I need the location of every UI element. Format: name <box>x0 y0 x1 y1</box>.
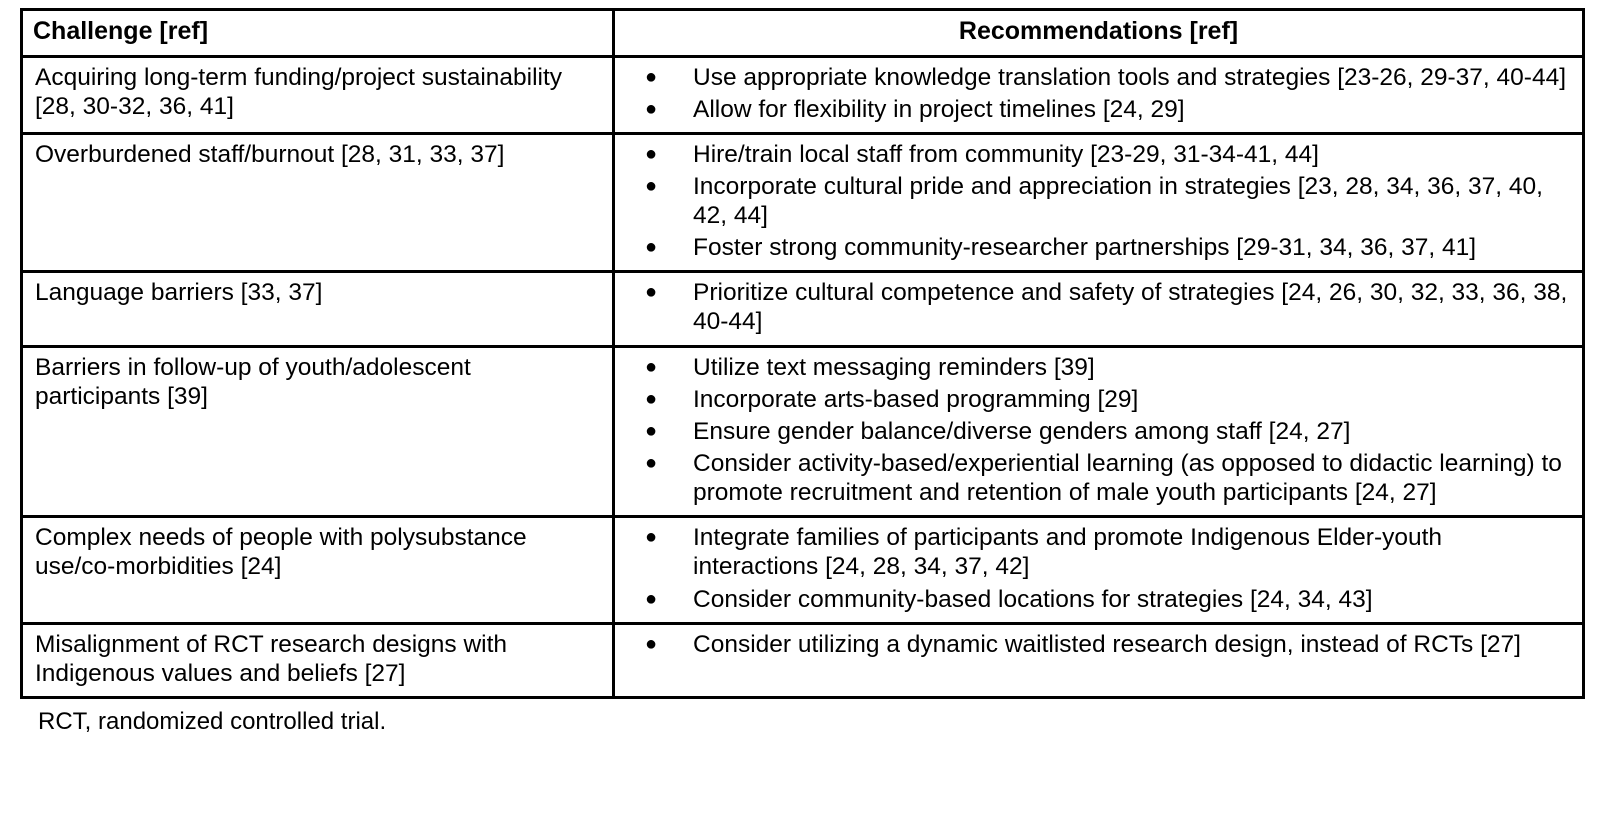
recommendation-text: Consider utilizing a dynamic waitlisted research design, instead of RCTs [27] <box>693 630 1521 658</box>
recommendation-list <box>621 523 1568 613</box>
recommendation-item <box>621 172 1568 230</box>
recommendation-item <box>621 140 1568 169</box>
recommendation-text: Utilize text messaging reminders [39] <box>693 353 1095 381</box>
bullet-icon: ● <box>645 97 658 120</box>
table-row <box>22 346 1584 517</box>
bullet-icon: ● <box>645 174 658 197</box>
recommendation-text: Allow for flexibility in project timelines [24, 29] <box>693 95 1185 123</box>
recommendations-cell <box>614 517 1584 623</box>
bullet-icon: ● <box>645 236 658 259</box>
column-header-recommendations: Recommendations [ref] <box>614 10 1584 57</box>
table-body <box>22 56 1584 698</box>
recommendation-item <box>621 353 1568 382</box>
recommendation-list <box>621 63 1568 124</box>
bullet-icon: ● <box>645 142 658 165</box>
recommendation-item <box>621 385 1568 414</box>
bullet-icon: ● <box>645 587 658 610</box>
challenge-cell: Complex needs of people with polysubstance use/co-morbidities [24] <box>22 517 614 623</box>
table-header-row <box>22 10 1584 57</box>
recommendation-item <box>621 585 1568 614</box>
bullet-icon: ● <box>645 65 658 88</box>
recommendation-item <box>621 630 1568 659</box>
recommendation-item <box>621 523 1568 581</box>
recommendation-item <box>621 417 1568 446</box>
table-header <box>22 10 1584 57</box>
table-row <box>22 56 1584 133</box>
recommendation-item <box>621 63 1568 92</box>
bullet-icon: ● <box>645 281 658 304</box>
recommendation-text: Consider activity-based/experiential learning (as opposed to didactic learning) to promote recruitment and retention of male youth participants [24, 27] <box>693 450 1562 507</box>
table-row <box>22 517 1584 623</box>
bullet-icon: ● <box>645 526 658 549</box>
recommendation-text: Hire/train local staff from community [23-29, 31-34-41, 44] <box>693 140 1319 168</box>
challenge-cell: Overburdened staff/burnout [28, 31, 33, 37] <box>22 133 614 272</box>
recommendation-item <box>621 233 1568 262</box>
recommendations-cell <box>614 346 1584 517</box>
challenge-cell: Barriers in follow-up of youth/adolescent participants [39] <box>22 346 614 517</box>
bullet-icon: ● <box>645 387 658 410</box>
recommendation-list <box>621 140 1568 263</box>
table-footnote: RCT, randomized controlled trial. <box>38 708 387 736</box>
recommendation-text: Integrate families of participants and promote Indigenous Elder-youth interactions [24, 28, 34, 37, 42] <box>693 524 1443 581</box>
table-row <box>22 133 1584 272</box>
recommendation-list <box>621 630 1568 659</box>
recommendation-text: Prioritize cultural competence and safety of strategies [24, 26, 30, 32, 33, 36, 38, 40-44] <box>693 279 1568 336</box>
challenge-cell: Misalignment of RCT research designs with Indigenous values and beliefs [27] <box>22 623 614 697</box>
recommendations-cell <box>614 272 1584 346</box>
recommendation-text: Use appropriate knowledge translation tools and strategies [23-26, 29-37, 40-44] <box>693 63 1567 91</box>
recommendation-item <box>621 95 1568 124</box>
table-row <box>22 623 1584 697</box>
bullet-icon: ● <box>645 452 658 475</box>
bullet-icon: ● <box>645 419 658 442</box>
recommendations-cell <box>614 623 1584 697</box>
challenge-cell: Language barriers [33, 37] <box>22 272 614 346</box>
recommendation-text: Incorporate cultural pride and appreciation in strategies [23, 28, 34, 36, 37, 40, 42, 44] <box>693 172 1543 230</box>
recommendation-text: Ensure gender balance/diverse genders among staff [24, 27] <box>693 417 1351 445</box>
recommendation-text: Incorporate arts-based programming [29] <box>693 385 1139 413</box>
challenge-cell: Acquiring long-term funding/project sustainability [28, 30-32, 36, 41] <box>22 56 614 133</box>
recommendation-text: Foster strong community-researcher partnerships [29-31, 34, 36, 37, 41] <box>693 234 1477 262</box>
recommendation-item <box>621 278 1568 336</box>
recommendation-list <box>621 278 1568 336</box>
recommendation-text: Consider community-based locations for strategies [24, 34, 43] <box>693 585 1373 613</box>
recommendation-item <box>621 449 1568 507</box>
challenges-recommendations-table <box>20 8 1585 699</box>
column-header-challenge: Challenge [ref] <box>22 10 614 57</box>
recommendation-list <box>621 353 1568 508</box>
bullet-icon: ● <box>645 632 658 655</box>
table-row <box>22 272 1584 346</box>
bullet-icon: ● <box>645 355 658 378</box>
recommendations-cell <box>614 56 1584 133</box>
recommendations-cell <box>614 133 1584 272</box>
